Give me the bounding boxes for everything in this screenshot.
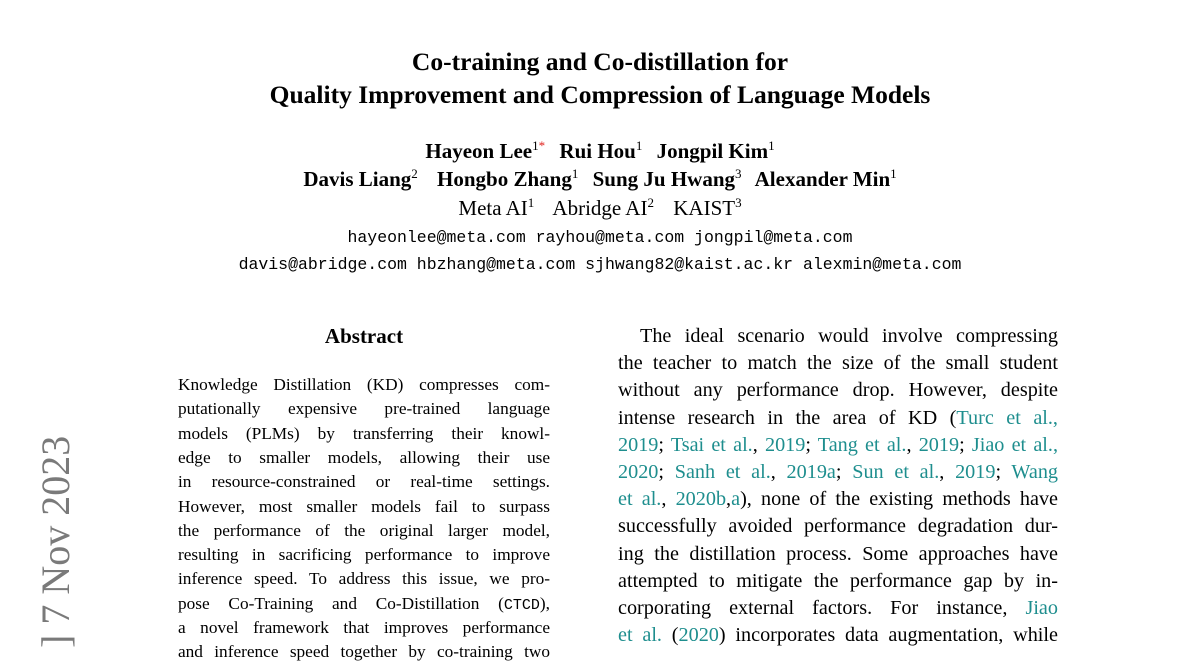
- citation-link[interactable]: et al.: [618, 624, 662, 647]
- affiliation-sup: 3: [735, 194, 742, 210]
- body-line: the teacher to match the size of the small student: [618, 352, 1058, 375]
- body-line: without any performance drop. However, despite: [618, 379, 1058, 402]
- author-affil-sup: 1: [571, 165, 579, 181]
- affiliation-name: KAIST: [673, 196, 736, 220]
- author-name: Hongbo Zhang: [437, 167, 572, 191]
- paper-title-line2: Quality Improvement and Compression of Language Models: [269, 80, 931, 109]
- body-line: The ideal scenario would involve compressing: [640, 325, 1058, 347]
- author-affil-sup: 1: [635, 137, 643, 153]
- abstract-line: inference speed. To address this issue, we pro-: [178, 569, 550, 589]
- body-line: successfully avoided performance degradation dur-: [618, 515, 1058, 538]
- abstract-line: and inference speed together by co-training two: [178, 642, 550, 662]
- body-line: 2020; Sanh et al., 2019a; Sun et al., 2019; Wang: [618, 461, 1059, 483]
- citation-link[interactable]: Jiao et al.,: [971, 433, 1059, 456]
- author-row-2: [0, 165, 1200, 193]
- citation-link[interactable]: 2020: [678, 624, 719, 647]
- affiliation-sup: 1: [527, 194, 535, 210]
- arxiv-stamp: ] 7 Nov 2023: [33, 435, 78, 648]
- citation-link[interactable]: Tang et al.: [817, 433, 907, 456]
- paper-title-line1: Co-training and Co-distillation for: [411, 47, 789, 76]
- citation-link[interactable]: et al.: [618, 488, 662, 511]
- abstract-line: a novel framework that improves performance: [178, 618, 550, 637]
- citation-link[interactable]: Jiao: [1025, 597, 1058, 619]
- body-line: intense research in the area of KD (Turc et al.,: [618, 406, 1058, 429]
- author-affil-sup: 1: [768, 137, 775, 153]
- citation-link[interactable]: 2020b: [675, 488, 727, 511]
- abstract-line: in resource-constrained or real-time settings.: [178, 472, 550, 492]
- body-line: et al. (2020) incorporates data augmentation, while: [618, 624, 1058, 647]
- email-line-2: davis@abridge.com hbzhang@meta.com sjhwang82@kaist.ac.kr alexmin@meta.com: [238, 255, 962, 274]
- citation-link[interactable]: 2019: [955, 461, 996, 483]
- abstract-line: Knowledge Distillation (KD) compresses com-: [178, 375, 550, 394]
- abstract-line: resulting in sacrificing performance to improve: [178, 545, 550, 565]
- author-name: Hayeon Lee: [425, 139, 533, 163]
- author-affil-sup: 1: [532, 137, 539, 153]
- author-row-1: [0, 137, 1200, 165]
- author-name: Alexander Min: [754, 167, 891, 191]
- affiliations: [0, 194, 1200, 222]
- body-line: corporating external factors. For instance, Jiao: [618, 597, 1058, 619]
- citation-link[interactable]: 2019: [764, 433, 806, 456]
- citation-link[interactable]: a: [731, 488, 741, 511]
- author-name: Jongpil Kim: [656, 139, 769, 163]
- body-line: 2019; Tsai et al., 2019; Tang et al., 2019; Jiao et al.,: [618, 433, 1059, 456]
- citation-link[interactable]: 2019a: [786, 461, 836, 483]
- abstract-line: models (PLMs) by transferring their knowl-: [178, 423, 550, 443]
- corresponding-author-mark: *: [538, 137, 546, 153]
- author-name: Sung Ju Hwang: [592, 167, 736, 191]
- author-name: Davis Liang: [303, 167, 412, 191]
- abstract-line: edge to smaller models, allowing their use: [178, 447, 550, 467]
- citation-link[interactable]: Wang: [1011, 461, 1059, 483]
- body-line: ing the distillation process. Some approaches have: [618, 542, 1058, 565]
- affiliation-name: Meta AI: [458, 196, 528, 220]
- citation-link[interactable]: Sun et al.: [852, 461, 940, 483]
- affiliation-sup: 2: [647, 194, 654, 210]
- affiliation-name: Abridge AI: [552, 196, 648, 220]
- citation-link[interactable]: 2019: [618, 433, 659, 456]
- abstract-line: the performance of the original larger model,: [178, 520, 550, 540]
- author-affil-sup: 1: [890, 165, 897, 181]
- ctcd-acronym: CTCD: [503, 596, 540, 614]
- citation-link[interactable]: Sanh et al.: [674, 461, 771, 483]
- citation-link[interactable]: Tsai et al.: [670, 433, 753, 456]
- citation-link[interactable]: 2020: [618, 461, 659, 483]
- author-affil-sup: 3: [735, 165, 742, 181]
- body-line: attempted to mitigate the performance gap by in-: [618, 569, 1058, 592]
- abstract-line: However, most smaller models fail to surpass: [178, 496, 550, 516]
- citation-link[interactable]: 2019: [918, 433, 960, 456]
- abstract-line-ctcd: pose Co-Training and Co-Distillation (CTCD),: [178, 593, 550, 614]
- citation-link[interactable]: Turc et al.,: [956, 406, 1058, 429]
- email-line-1: hayeonlee@meta.com rayhou@meta.com jongpil@meta.com: [347, 228, 853, 247]
- abstract-line: putationally expensive pre-trained language: [178, 399, 550, 419]
- author-name: Rui Hou: [559, 139, 636, 163]
- author-affil-sup: 2: [411, 165, 418, 181]
- body-line: et al., 2020b,a), none of the existing methods have: [618, 488, 1059, 511]
- abstract-heading: Abstract: [324, 324, 404, 348]
